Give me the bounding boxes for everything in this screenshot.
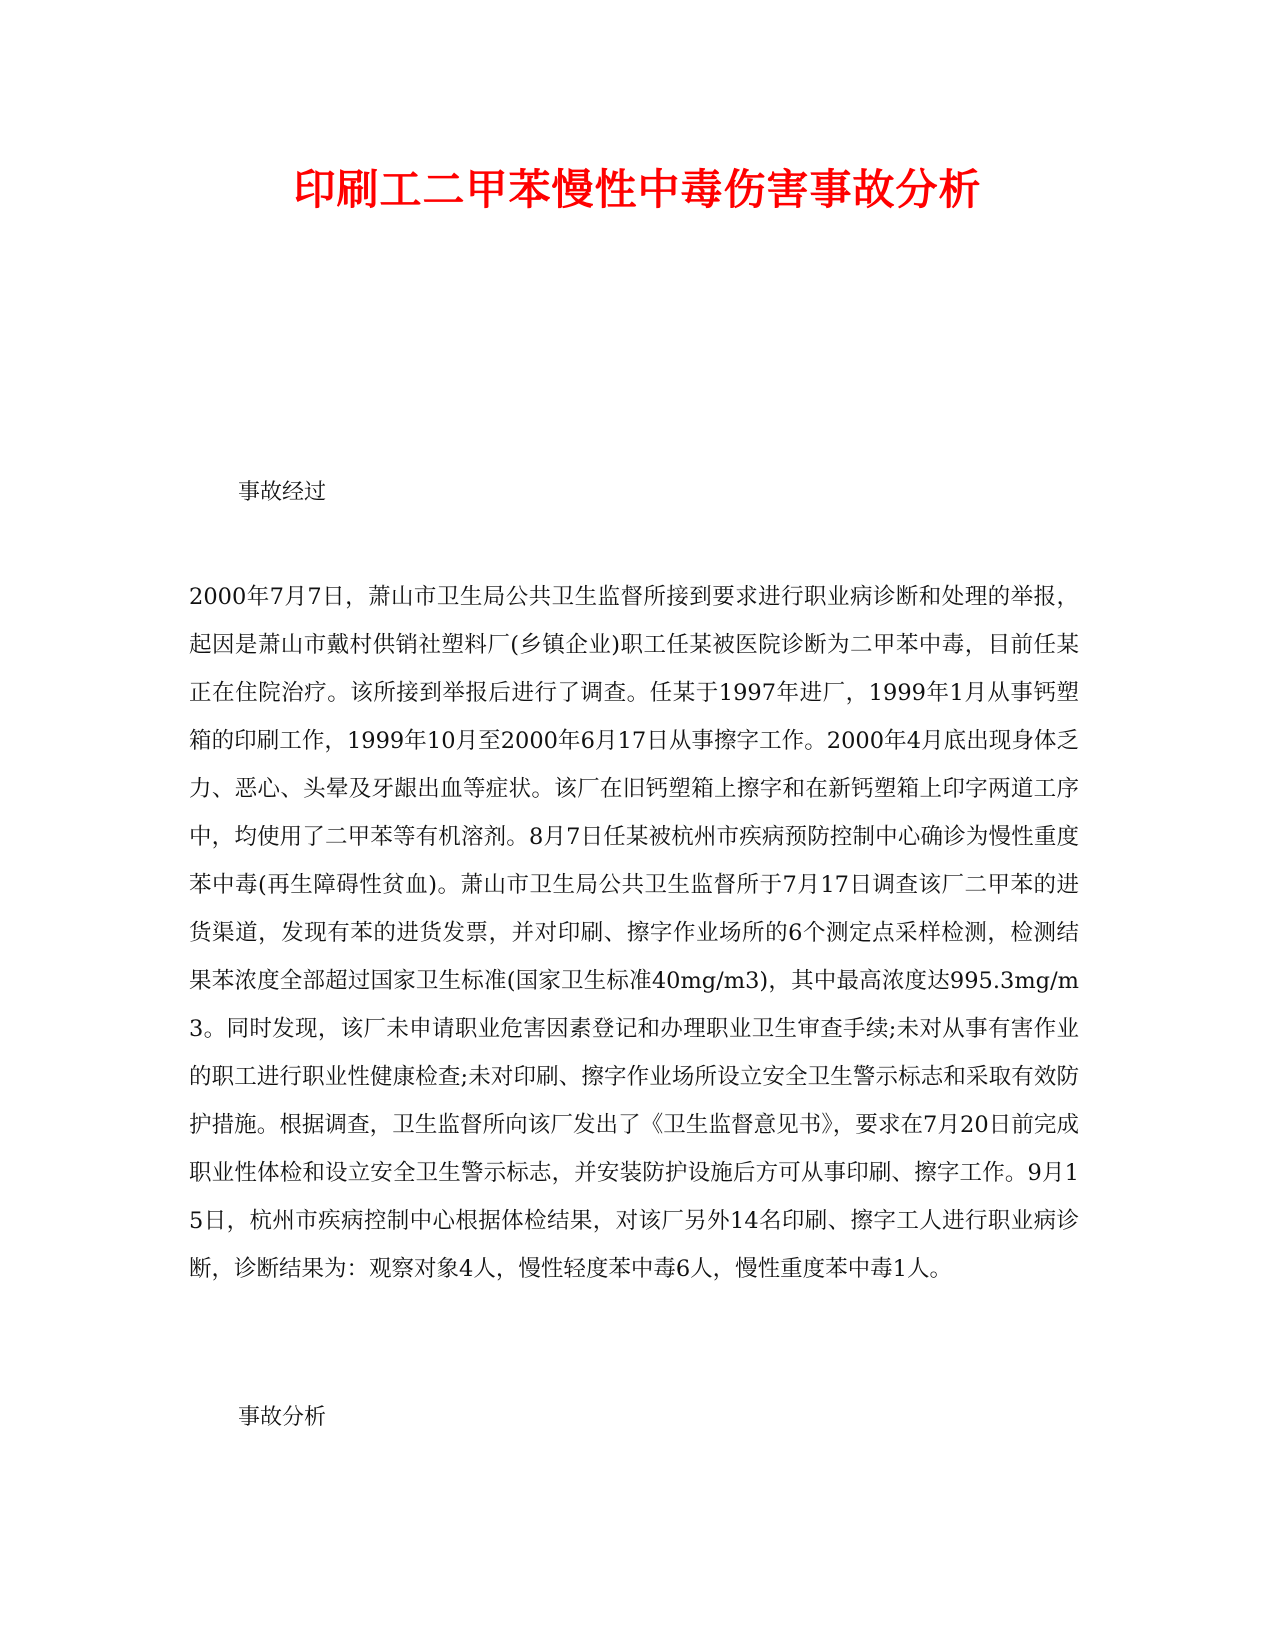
section-heading-incident-process: 事故经过: [238, 480, 327, 505]
section-paragraph-incident-process: 2000年7月7日，萧山市卫生局公共卫生监督所接到要求进行职业病诊断和处理的举报，起因是萧山市戴村供销社塑料厂(乡镇企业)职工任某被医院诊断为二甲苯中毒，目前任某正在住院治疗。该所接到举报后进行了调查。任某于1997年进厂，1999年1月从事钙塑箱的印刷工作，1999年10月至2000年6月17日从事擦字工作。2000年4月底出现身体乏力、恶心、头晕及牙龈出血等症状。该厂在旧钙塑箱上擦字和在新钙塑箱上印字两道工序中，均使用了二甲苯等有机溶剂。8月7日任某被杭州市疾病预防控制中心确诊为慢性重度苯中毒(再生障碍性贫血)。萧山市卫生局公共卫生监督所于7月17日调查该厂二甲苯的进货渠道，发现有苯的进货发票，并对印刷、擦字作业场所的6个测定点采样检测，检测结果苯浓度全部超过国家卫生标准(国家卫生标准40mg/m3)，其中最高浓度达995.3mg/m3。同时发现，该厂未申请职业危害因素登记和办理职业卫生审查手续;未对从事有害作业的职工进行职业性健康检查;未对印刷、擦字作业场所设立安全卫生警示标志和采取有效防护措施。根据调查，卫生监督所向该厂发出了《卫生监督意见书》，要求在7月20日前完成职业性体检和设立安全卫生警示标志，并安装防护设施后方可从事印刷、擦字工作。9月15日，杭州市疾病控制中心根据体检结果，对该厂另外14名印刷、擦字工人进行职业病诊断，诊断结果为：观察对象4人，慢性轻度苯中毒6人，慢性重度苯中毒1人。: [189, 584, 1079, 1282]
document-title: 印刷工二甲苯慢性中毒伤害事故分析: [293, 165, 982, 214]
section-heading-incident-analysis: 事故分析: [238, 1405, 327, 1430]
